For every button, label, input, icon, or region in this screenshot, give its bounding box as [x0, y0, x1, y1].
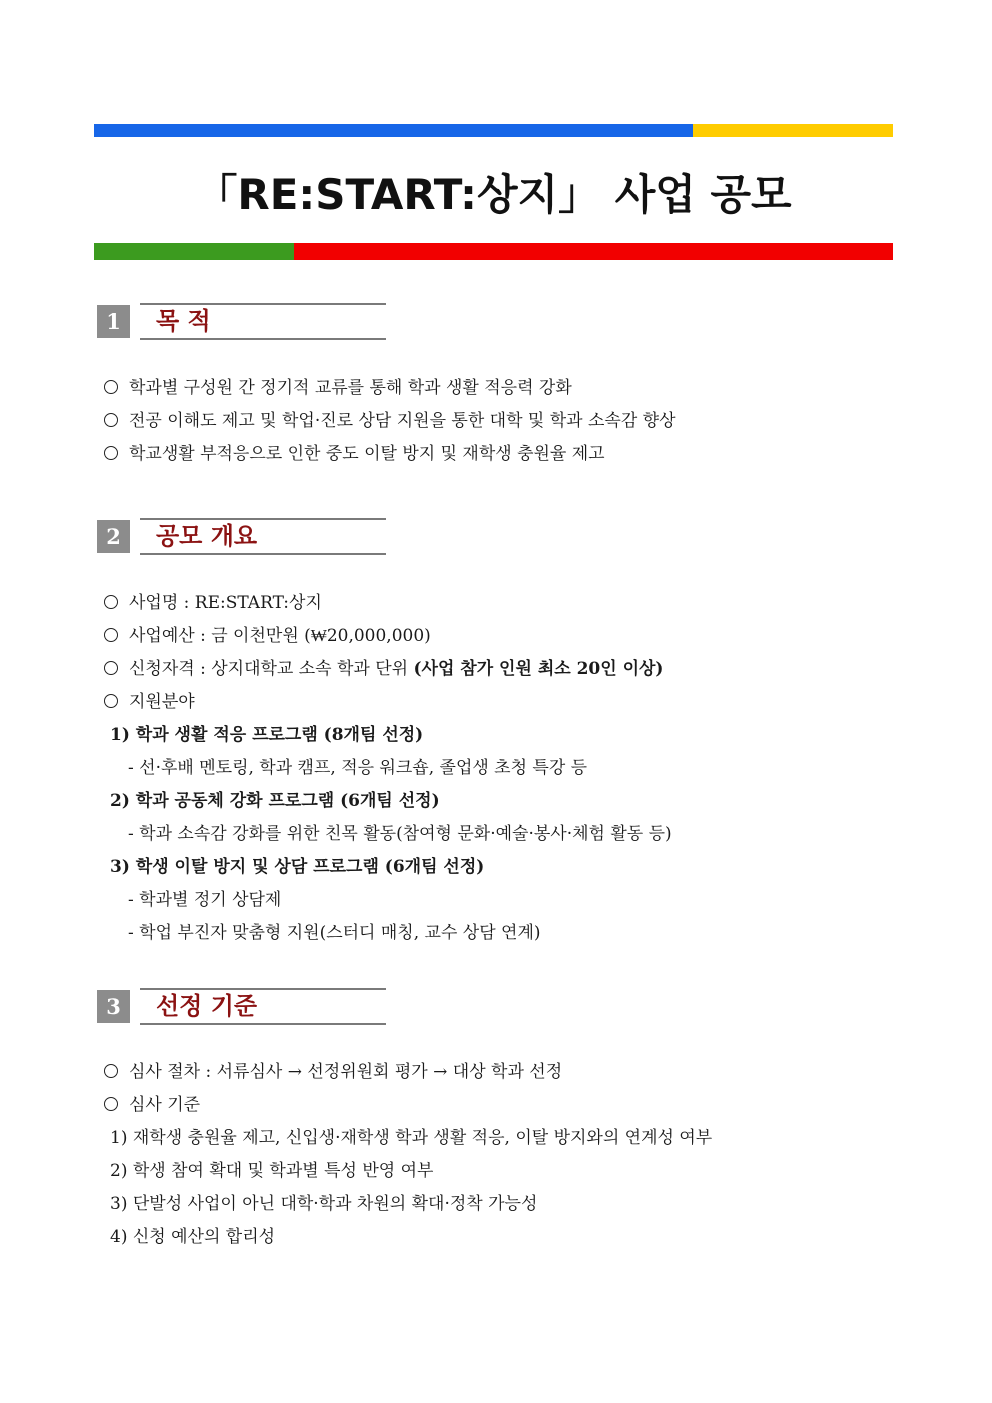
list-item: 심사 기준: [104, 1093, 200, 1117]
list-item: 심사 절차 : 서류심사 → 선정위원회 평가 → 대상 학과 선정: [104, 1060, 562, 1084]
list-item: 학교생활 부적응으로 인한 중도 이탈 방지 및 재학생 충원율 제고: [104, 442, 605, 466]
bottom-bar-red: [294, 243, 893, 260]
program-detail: - 학과별 정기 상담제: [128, 890, 282, 910]
section-line-bottom: [140, 553, 386, 555]
section-title: 목 적: [156, 307, 211, 335]
section-number: 3: [97, 990, 130, 1023]
program-detail: - 학과 소속감 강화를 위한 친목 활동(참여형 문화·예술·봉사·체험 활동 등): [128, 824, 672, 844]
list-item: 지원분야: [104, 690, 195, 714]
criteria-item: 3) 단발성 사업이 아닌 대학·학과 차원의 확대·정착 가능성: [110, 1194, 538, 1214]
bottom-bar-green: [94, 243, 294, 260]
circle-bullet-icon: [104, 661, 118, 675]
circle-bullet-icon: [104, 694, 118, 708]
section-line-top: [140, 518, 386, 520]
criteria-item: 2) 학생 참여 확대 및 학과별 특성 반영 여부: [110, 1161, 434, 1181]
circle-bullet-icon: [104, 380, 118, 394]
list-item: 전공 이해도 제고 및 학업·진로 상담 지원을 통한 대학 및 학과 소속감 향상: [104, 409, 676, 433]
list-item: 신청자격 : 상지대학교 소속 학과 단위 (사업 참가 인원 최소 20인 이상): [104, 657, 663, 681]
circle-bullet-icon: [104, 1097, 118, 1111]
circle-bullet-icon: [104, 446, 118, 460]
qualification-note: (사업 참가 인원 최소 20인 이상): [413, 659, 664, 679]
section-line-top: [140, 988, 386, 990]
section-line-bottom: [140, 338, 386, 340]
program-title: 1) 학과 생활 적응 프로그램 (8개팀 선정): [110, 725, 424, 745]
page-title: 「RE:START:상지」 사업 공모: [195, 170, 792, 219]
circle-bullet-icon: [104, 413, 118, 427]
section-line-top: [140, 303, 386, 305]
circle-bullet-icon: [104, 628, 118, 642]
list-item: 학과별 구성원 간 정기적 교류를 통해 학과 생활 적응력 강화: [104, 376, 572, 400]
list-item: 사업명 : RE:START:상지: [104, 591, 322, 615]
section-number: 2: [97, 520, 130, 553]
section-line-bottom: [140, 1023, 386, 1025]
program-detail: - 선·후배 멘토링, 학과 캠프, 적응 워크숍, 졸업생 초청 특강 등: [128, 758, 588, 778]
section-title: 공모 개요: [156, 522, 258, 550]
program-detail: - 학업 부진자 맞춤형 지원(스터디 매칭, 교수 상담 연계): [128, 923, 541, 943]
section-title: 선정 기준: [156, 992, 258, 1020]
criteria-item: 4) 신청 예산의 합리성: [110, 1227, 276, 1247]
program-title: 2) 학과 공동체 강화 프로그램 (6개팀 선정): [110, 791, 440, 811]
section-number: 1: [97, 305, 130, 338]
top-bar-blue: [94, 124, 693, 137]
list-item: 사업예산 : 금 이천만원 (₩20,000,000): [104, 624, 431, 648]
circle-bullet-icon: [104, 595, 118, 609]
circle-bullet-icon: [104, 1064, 118, 1078]
program-title: 3) 학생 이탈 방지 및 상담 프로그램 (6개팀 선정): [110, 857, 485, 877]
top-bar-yellow: [693, 124, 893, 137]
criteria-item: 1) 재학생 충원율 제고, 신입생·재학생 학과 생활 적응, 이탈 방지와의 연계성 여부: [110, 1128, 713, 1148]
